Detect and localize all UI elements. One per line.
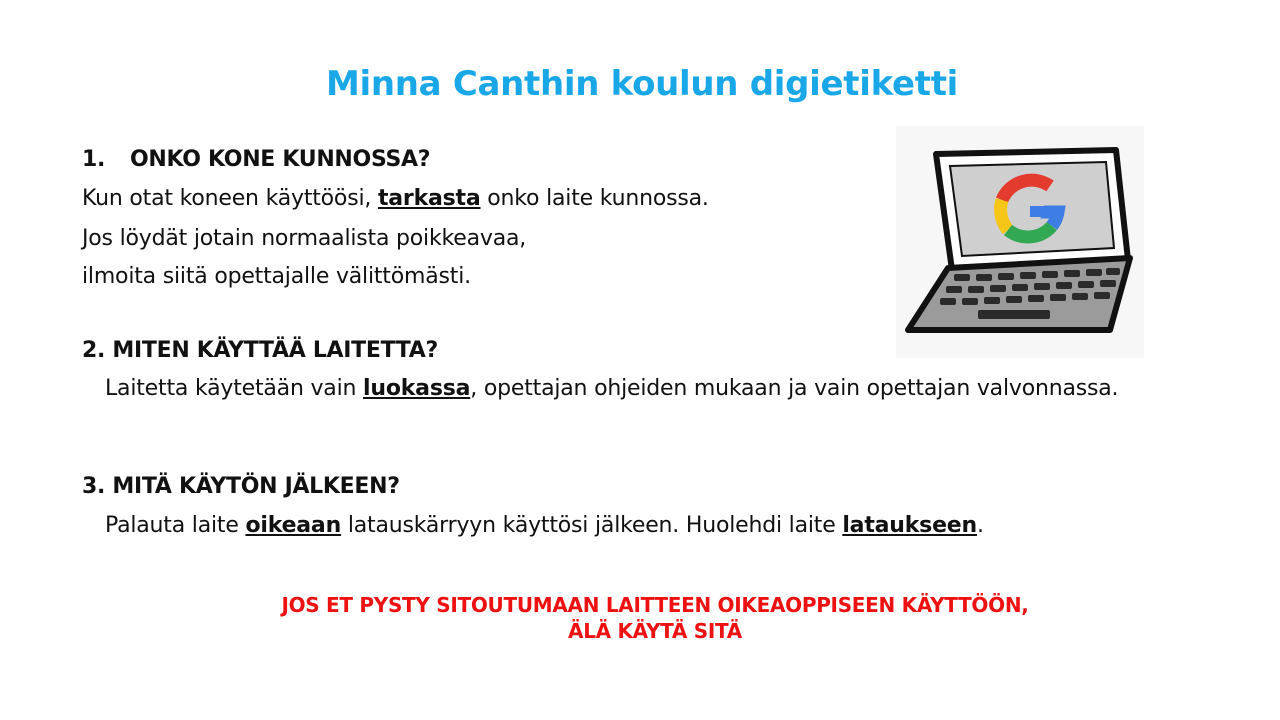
section-1-line-3: ilmoita siitä opettajalle välittömästi. xyxy=(82,264,471,289)
section-3-text-end: . xyxy=(976,513,984,538)
section-1-line-1-start: Kun otat koneen käyttöösi, xyxy=(82,186,378,211)
section-3-heading: 3. MITÄ KÄYTÖN JÄLKEEN? xyxy=(82,474,400,499)
warning-line-1: JOS ET PYSTY SITOUTUMAAN LAITTEEN OIKEAOPPISEEN KÄYTTÖÖN, xyxy=(281,593,1029,617)
warning-line-2: ÄLÄ KÄYTÄ SITÄ xyxy=(568,619,742,643)
section-3-paragraph xyxy=(105,513,984,538)
section-3-text-middle: latauskärryyn käyttösi jälkeen. Huolehdi laite xyxy=(341,513,843,538)
keyword-luokassa: luokassa xyxy=(363,376,471,401)
warning-message xyxy=(180,592,1130,644)
keyword-tarkasta: tarkasta xyxy=(377,186,481,211)
keyword-lataukseen: lataukseen xyxy=(842,513,977,538)
page-title: Minna Canthin koulun digietiketti xyxy=(325,64,959,104)
section-1-heading xyxy=(82,147,430,172)
section-1-heading-text: ONKO KONE KUNNOSSA? xyxy=(130,147,431,172)
laptop-with-google-logo-icon xyxy=(896,126,1144,358)
section-2-text-start: Laitetta käytetään vain xyxy=(105,376,364,401)
section-2-paragraph xyxy=(105,377,1165,401)
section-1-number: 1. xyxy=(82,147,106,172)
section-3-text-start: Palauta laite xyxy=(105,513,246,538)
section-1-line-1-end: onko laite kunnossa. xyxy=(480,186,709,211)
section-2-heading: 2. MITEN KÄYTTÄÄ LAITETTA? xyxy=(82,338,438,363)
section-2-text-end: , opettajan ohjeiden mukaan ja vain opettajan valvonnassa. xyxy=(470,376,1119,401)
keyword-oikeaan: oikeaan xyxy=(245,513,342,538)
section-1-line-2: Jos löydät jotain normaalista poikkeavaa, xyxy=(82,226,527,251)
section-1-line-1 xyxy=(82,186,709,211)
